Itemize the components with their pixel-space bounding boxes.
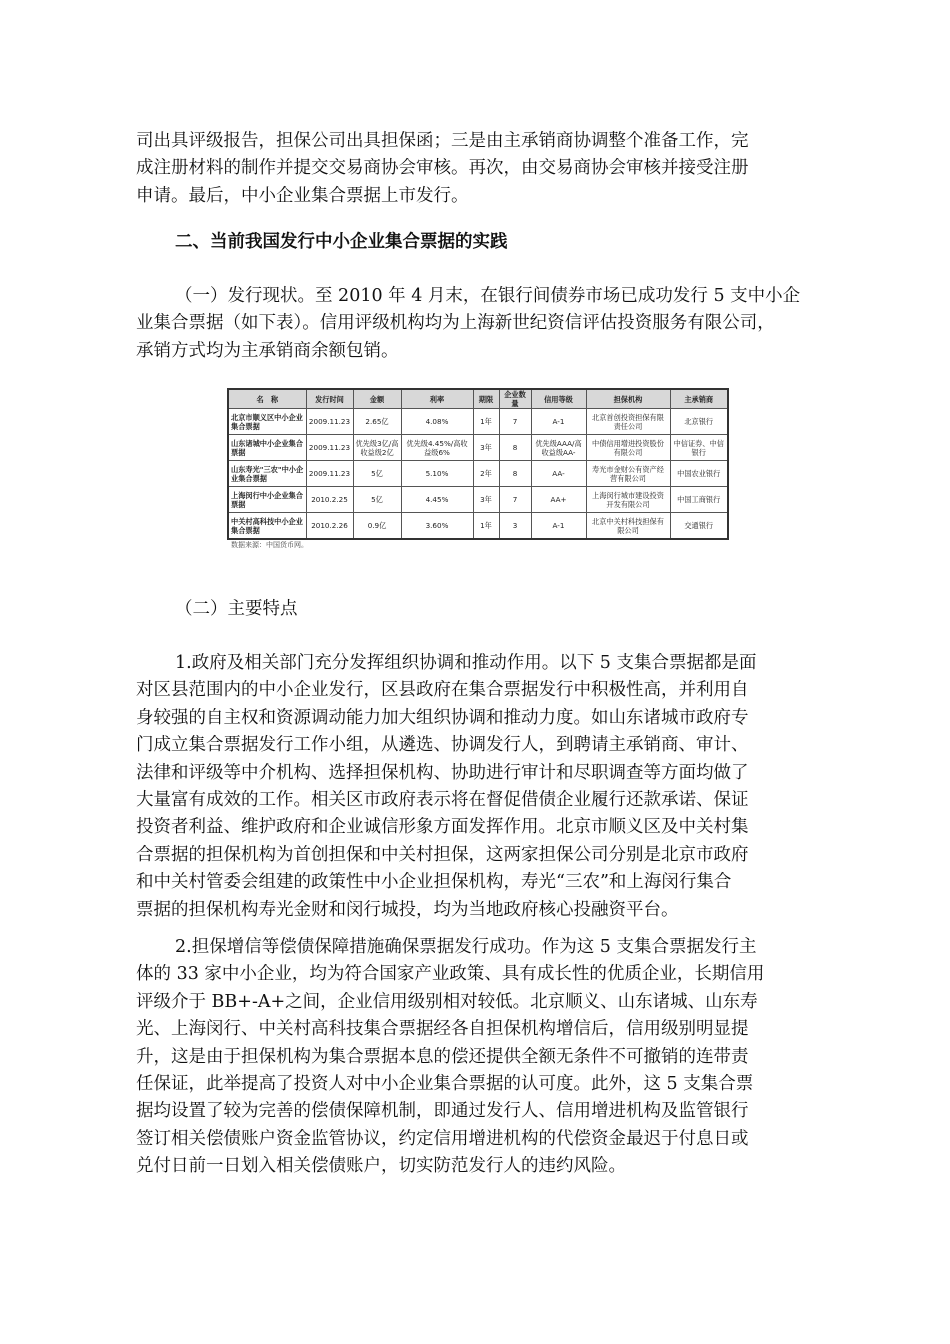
header-cell: 利率: [401, 389, 473, 409]
paragraph-feature-1: [136, 650, 814, 924]
header-cell: 金额: [353, 389, 401, 409]
table-cell: 8: [499, 461, 531, 487]
table-cell: 5.10%: [401, 461, 473, 487]
table-cell: 优先级AAA/高收益级AA-: [531, 435, 586, 461]
header-cell: 期限: [473, 389, 499, 409]
text-line: 业集合票据（如下表）。信用评级机构均为上海新世纪资信评估投资服务有限公司，: [136, 313, 775, 334]
table-cell: 优先级4.45%/高收益级6%: [401, 435, 473, 461]
text-line: 大量富有成效的工作。相关区市政府表示将在督促借债企业履行还款承诺、保证: [136, 790, 749, 811]
text-line: 1.政府及相关部门充分发挥组织协调和推动作用。以下 5 支集合票据都是面: [175, 653, 757, 673]
table-cell: 山东寿光"三农"中小企业集合票据: [228, 461, 306, 487]
header-cell: 担保机构: [586, 389, 670, 409]
text-line: 对区县范围内的中小企业发行，区县政府在集合票据发行中积极性高，并利用自: [136, 680, 749, 701]
text-line: 升，这是由于担保机构为集合票据本息的偿还提供全额无条件不可撤销的连带责: [136, 1046, 749, 1067]
table-cell: 上海闵行中小企业集合票据: [228, 487, 306, 513]
text-line: 兑付日前一日划入相关偿债账户，切实防范发行人的违约风险。: [136, 1156, 626, 1177]
table-cell: 山东诸城中小企业集合票据: [228, 435, 306, 461]
table-cell: AA-: [531, 461, 586, 487]
table-cell: 2010.2.25: [306, 487, 353, 513]
table-cell: 上海闵行城市建设投资开发有限公司: [586, 487, 670, 513]
table-cell: AA+: [531, 487, 586, 513]
table-cell: 3: [499, 513, 531, 540]
text-line: 和中关村管委会组建的政策性中小企业担保机构，寿光“三农”和上海闵行集合: [136, 872, 732, 893]
header-cell: 企业数量: [499, 389, 531, 409]
text-line: （一）发行现状。至 2010 年 4 月末，在银行间债券市场已成功发行 5 支中小企: [175, 286, 801, 306]
table-cell: 7: [499, 487, 531, 513]
section-heading: 二、当前我国发行中小企业集合票据的实践: [175, 232, 508, 252]
issuance-table: [227, 388, 729, 540]
table-cell: 北京中关村科技担保有限公司: [586, 513, 670, 540]
table-cell: 7: [499, 409, 531, 435]
table-cell: 中债信用增进投资股份有限公司: [586, 435, 670, 461]
table-cell: 中国农业银行: [670, 461, 728, 487]
table-cell: 3年: [473, 487, 499, 513]
text-line: 申请。最后，中小企业集合票据上市发行。: [136, 185, 469, 206]
header-cell: 信用等级: [531, 389, 586, 409]
table-row: [228, 461, 728, 487]
text-line: 司出具评级报告，担保公司出具担保函；三是由主承销商协调整个准备工作，完: [136, 131, 749, 151]
table-cell: 4.45%: [401, 487, 473, 513]
table-cell: 2009.11.23: [306, 435, 353, 461]
table-cell: 2009.11.23: [306, 409, 353, 435]
table-cell: 2.65亿: [353, 409, 401, 435]
text-line: 体的 33 家中小企业，均为符合国家产业政策、具有成长性的优质企业，长期信用: [136, 964, 765, 985]
issuance-table-figure: [227, 388, 727, 540]
table-cell: 3年: [473, 435, 499, 461]
paragraph-intro: [136, 128, 814, 210]
header-cell: 发行时间: [306, 389, 353, 409]
table-cell: 寿光市金财公有资产经营有限公司: [586, 461, 670, 487]
table-row: [228, 409, 728, 435]
table-cell: 1年: [473, 513, 499, 540]
table-cell: 3.60%: [401, 513, 473, 540]
table-header-row: [228, 389, 728, 409]
text-line: 合票据的担保机构为首创担保和中关村担保，这两家担保公司分别是北京市政府: [136, 844, 749, 865]
text-line: 门成立集合票据发行工作小组，从遴选、协调发行人，到聘请主承销商、审计、: [136, 735, 749, 756]
table-cell: 北京首创投资担保有限责任公司: [586, 409, 670, 435]
table-cell: 中关村高科技中小企业集合票据: [228, 513, 306, 540]
table-source-note: 数据来源：中国货币网。: [231, 541, 308, 549]
table-row: [228, 513, 728, 540]
table-cell: 2009.11.23: [306, 461, 353, 487]
table-cell: 4.08%: [401, 409, 473, 435]
text-line: 据均设置了较为完善的偿债保障机制，即通过发行人、信用增进机构及监管银行: [136, 1101, 749, 1122]
table-cell: 5亿: [353, 487, 401, 513]
sub-heading: （二）主要特点: [175, 599, 298, 619]
text-line: 投资者利益、维护政府和企业诚信形象方面发挥作用。北京市顺义区及中关村集: [136, 817, 749, 838]
paragraph-feature-2: [136, 934, 814, 1181]
table-cell: 交通银行: [670, 513, 728, 540]
table-cell: A-1: [531, 513, 586, 540]
table-cell: 北京市顺义区中小企业集合票据: [228, 409, 306, 435]
text-line: 签订相关偿债账户资金监管协议，约定信用增进机构的代偿资金最迟于付息日或: [136, 1128, 749, 1149]
table-cell: 0.9亿: [353, 513, 401, 540]
table-cell: 5亿: [353, 461, 401, 487]
paragraph-status: [136, 283, 814, 365]
table-cell: 中信证券、中信银行: [670, 435, 728, 461]
text-line: 成注册材料的制作并提交交易商协会审核。再次，由交易商协会审核并接受注册: [136, 158, 749, 179]
header-cell: 名 称: [228, 389, 306, 409]
table-cell: 1年: [473, 409, 499, 435]
text-line: 承销方式均为主承销商余额包销。: [136, 340, 399, 361]
table-cell: 2年: [473, 461, 499, 487]
text-line: 评级介于 BB+-A+之间，企业信用级别相对较低。北京顺义、山东诸城、山东寿: [136, 991, 758, 1012]
text-line: 票据的担保机构寿光金财和闵行城投，均为当地政府核心投融资平台。: [136, 899, 679, 920]
table-cell: A-1: [531, 409, 586, 435]
text-line: 2.担保增信等偿债保障措施确保票据发行成功。作为这 5 支集合票据发行主: [175, 937, 757, 957]
text-line: 法律和评级等中介机构、选择担保机构、协助进行审计和尽职调查等方面均做了: [136, 762, 749, 783]
header-cell: 主承销商: [670, 389, 728, 409]
table-row: [228, 487, 728, 513]
table-cell: 中国工商银行: [670, 487, 728, 513]
table-cell: 优先级3亿/高收益级2亿: [353, 435, 401, 461]
text-line: 光、上海闵行、中关村高科技集合票据经各自担保机构增信后，信用级别明显提: [136, 1019, 749, 1040]
text-line: 任保证，此举提高了投资人对中小企业集合票据的认可度。此外，这 5 支集合票: [136, 1074, 754, 1095]
table-cell: 北京银行: [670, 409, 728, 435]
table-cell: 8: [499, 435, 531, 461]
text-line: 身较强的自主权和资源调动能力加大组织协调和推动力度。如山东诸城市政府专: [136, 707, 749, 728]
table-cell: 2010.2.26: [306, 513, 353, 540]
table-row: [228, 435, 728, 461]
